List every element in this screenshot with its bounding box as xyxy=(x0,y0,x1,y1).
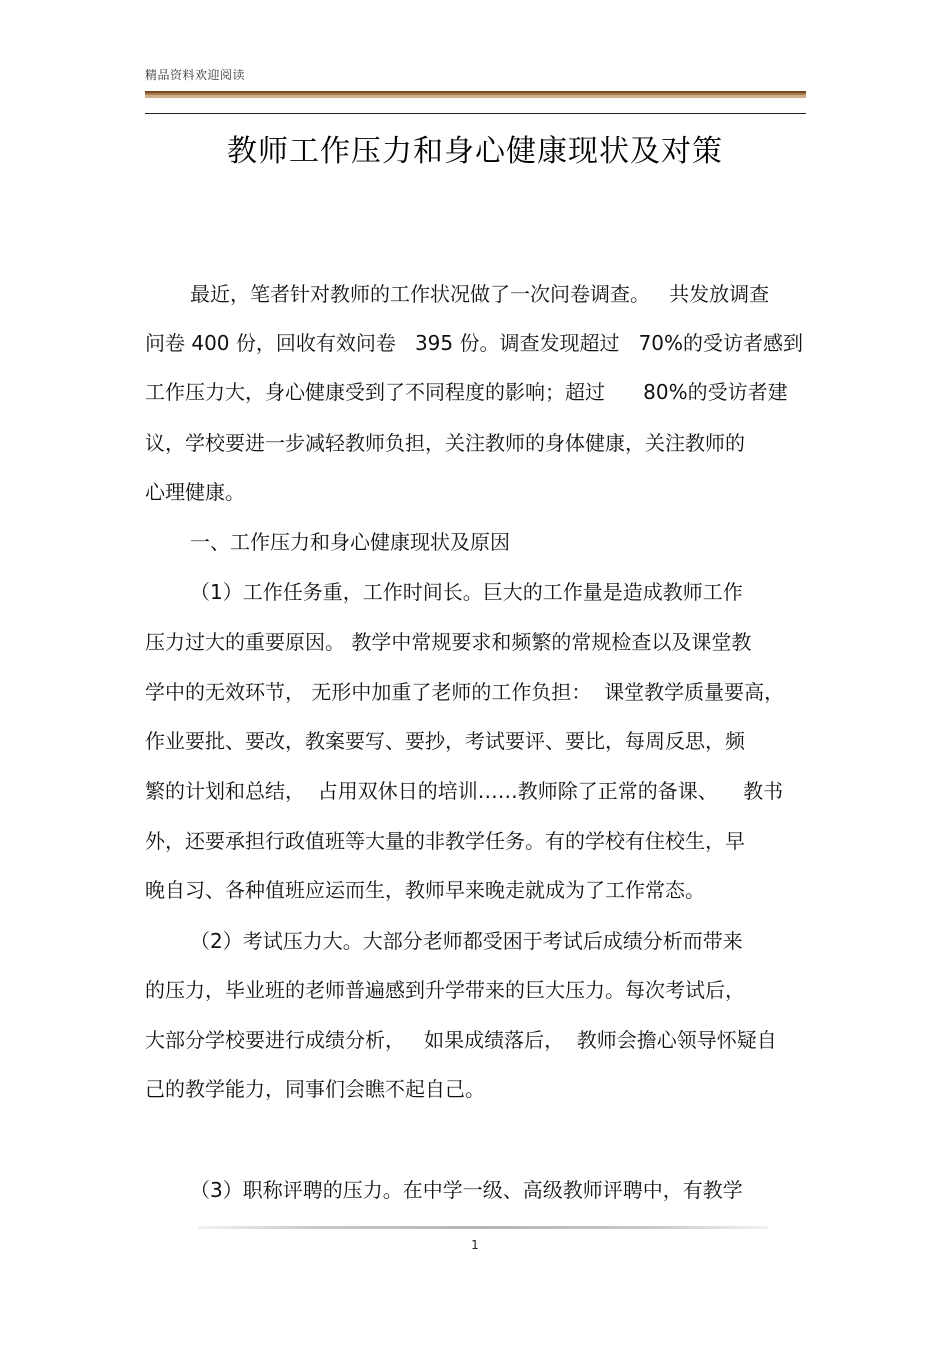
text-line: （2）考试压力大。大部分老师都受困于考试后成绩分析而带来 xyxy=(190,929,743,953)
footer-rule xyxy=(198,1226,768,1229)
text-line: 繁的计划和总结， 占用双休日的培训……教师除了正常的备课、 教书 xyxy=(145,779,784,803)
document-title: 教师工作压力和身心健康现状及对策 xyxy=(227,134,723,169)
text-line: 大部分学校要进行成绩分析， 如果成绩落后， 教师会擔心领导怀疑自 xyxy=(145,1028,777,1052)
text-line: 学中的无效环节， 无形中加重了老师的工作负担： 课堂教学质量要高， xyxy=(145,680,785,704)
text-line: 心理健康。 xyxy=(145,480,245,504)
text-line: 己的教学能力，同事们会瞧不起自己。 xyxy=(145,1077,485,1101)
text-line: 压力过大的重要原因。 教学中常规要求和频繁的常规检查以及课堂教 xyxy=(145,630,752,654)
text-line: 外，还要承担行政值班等大量的非教学任务。有的学校有住校生，早 xyxy=(145,829,745,853)
text-line: 晚自习、各种值班应运而生，教师早来晚走就成为了工作常态。 xyxy=(145,878,705,902)
text-line: 作业要批、要改，教案要写、要抄，考试要评、要比，每周反思，频 xyxy=(145,729,745,753)
text-line: 工作压力大，身心健康受到了不同程度的影响；超过 80%的受访者建 xyxy=(145,380,788,404)
page-number: 1 xyxy=(471,1238,479,1252)
header-rule-thin xyxy=(145,113,806,114)
text-line: 的压力，毕业班的老师普遍感到升学带来的巨大压力。每次考试后， xyxy=(145,978,745,1002)
header-rule-brown xyxy=(145,91,806,98)
text-line: 最近，笔者针对教师的工作状况做了一次问卷调查。 共发放调查 xyxy=(190,282,770,306)
text-line: 议，学校要进一步减轻教师负担，关注教师的身体健康，关注教师的 xyxy=(145,431,745,455)
text-line: （1）工作任务重，工作时间长。巨大的工作量是造成教师工作 xyxy=(190,580,743,604)
section-heading: 一、工作压力和身心健康现状及原因 xyxy=(190,530,510,554)
text-line: 问卷 400 份，回收有效问卷 395 份。调查发现超过 70%的受访者感到 xyxy=(145,331,804,355)
text-line: （3）职称评聘的压力。在中学一级、高级教师评聘中，有教学 xyxy=(190,1178,743,1202)
page-header: 精品资料欢迎阅读 xyxy=(145,68,246,82)
